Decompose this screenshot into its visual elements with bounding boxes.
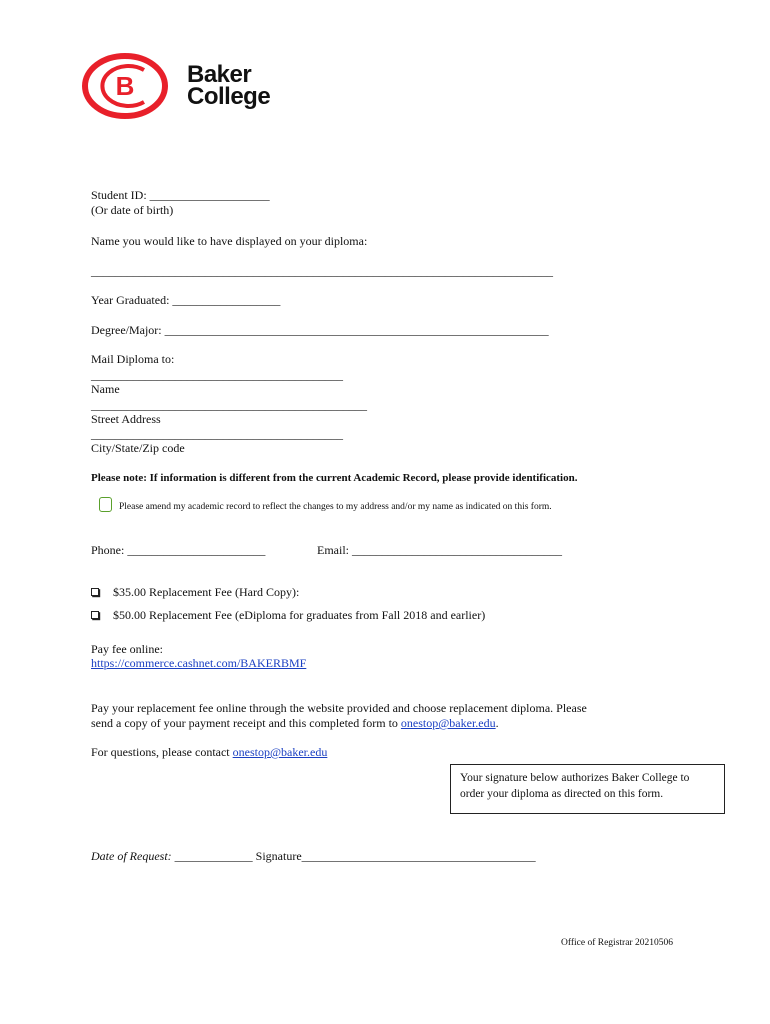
pay-online-label: Pay fee online: — [91, 642, 163, 656]
instructions-line-2 — [91, 716, 499, 731]
fee-hard-copy-checkbox[interactable] — [91, 588, 99, 596]
logo-wordmark-line1: Baker — [187, 61, 252, 88]
instructions-line-2-period: . — [495, 716, 499, 730]
signature-authorization-box — [450, 764, 725, 814]
date-of-request-line[interactable]: _____________ — [171, 849, 256, 863]
baker-college-logo — [82, 52, 312, 122]
diploma-name-line[interactable]: _____________________________________________________________________________ — [91, 264, 553, 278]
questions-text: For questions, please contact — [91, 745, 233, 759]
phone-field[interactable]: Phone: _______________________ — [91, 543, 266, 557]
degree-major-field[interactable]: Degree/Major: ________________________________________________________________ — [91, 323, 549, 337]
mail-city-label: City/State/Zip code — [91, 441, 185, 455]
mail-name-label: Name — [91, 382, 120, 396]
mail-city-line[interactable]: __________________________________________ — [91, 427, 343, 441]
mail-diploma-label: Mail Diploma to: — [91, 352, 175, 366]
fee-ediploma-label: $50.00 Replacement Fee (eDiploma for graduates from Fall 2018 and earlier) — [113, 608, 486, 622]
email-field[interactable]: Email: ___________________________________ — [317, 543, 562, 557]
date-signature-row — [91, 849, 536, 864]
pay-online-link[interactable]: https://commerce.cashnet.com/BAKERBMF — [91, 656, 307, 670]
baker-college-seal-icon — [82, 52, 172, 122]
year-graduated-field[interactable]: Year Graduated: __________________ — [91, 293, 281, 307]
student-id-field[interactable]: Student ID: ____________________ — [91, 188, 270, 202]
signature-field[interactable]: Signature_______________________________________ — [255, 849, 536, 863]
student-id-note: (Or date of birth) — [91, 203, 174, 217]
identification-note: Please note: If information is different from the current Academic Record, please provide identification. — [91, 472, 578, 484]
mail-name-line[interactable]: __________________________________________ — [91, 368, 343, 382]
diploma-name-prompt: Name you would like to have displayed on your diploma: — [91, 234, 368, 248]
signature-box-line-2: order your diploma as directed on this form. — [460, 788, 664, 800]
mail-street-label: Street Address — [91, 412, 161, 426]
instructions-line-1: Pay your replacement fee online through the website provided and choose replacement diploma. Please — [91, 701, 587, 715]
amend-record-checkbox[interactable] — [99, 497, 112, 512]
fee-hard-copy-label: $35.00 Replacement Fee (Hard Copy): — [113, 585, 300, 599]
mail-street-line[interactable]: ______________________________________________ — [91, 398, 367, 412]
questions-line — [91, 745, 327, 760]
questions-email-link[interactable]: onestop@baker.edu — [232, 745, 328, 759]
amend-record-label: Please amend my academic record to reflect the changes to my address and/or my name as indicated on this form. — [119, 502, 552, 512]
svg-text:B: B — [115, 71, 135, 101]
onestop-email-link[interactable]: onestop@baker.edu — [400, 716, 496, 730]
logo-wordmark-line2: College — [187, 83, 271, 110]
footer-registrar-code: Office of Registrar 20210506 — [561, 938, 673, 948]
instructions-line-2-text: send a copy of your payment receipt and this completed form to — [91, 716, 401, 730]
signature-box-line-1: Your signature below authorizes Baker College to — [460, 772, 690, 784]
date-of-request-label: Date of Request: — [91, 849, 172, 863]
fee-ediploma-checkbox[interactable] — [91, 611, 99, 619]
